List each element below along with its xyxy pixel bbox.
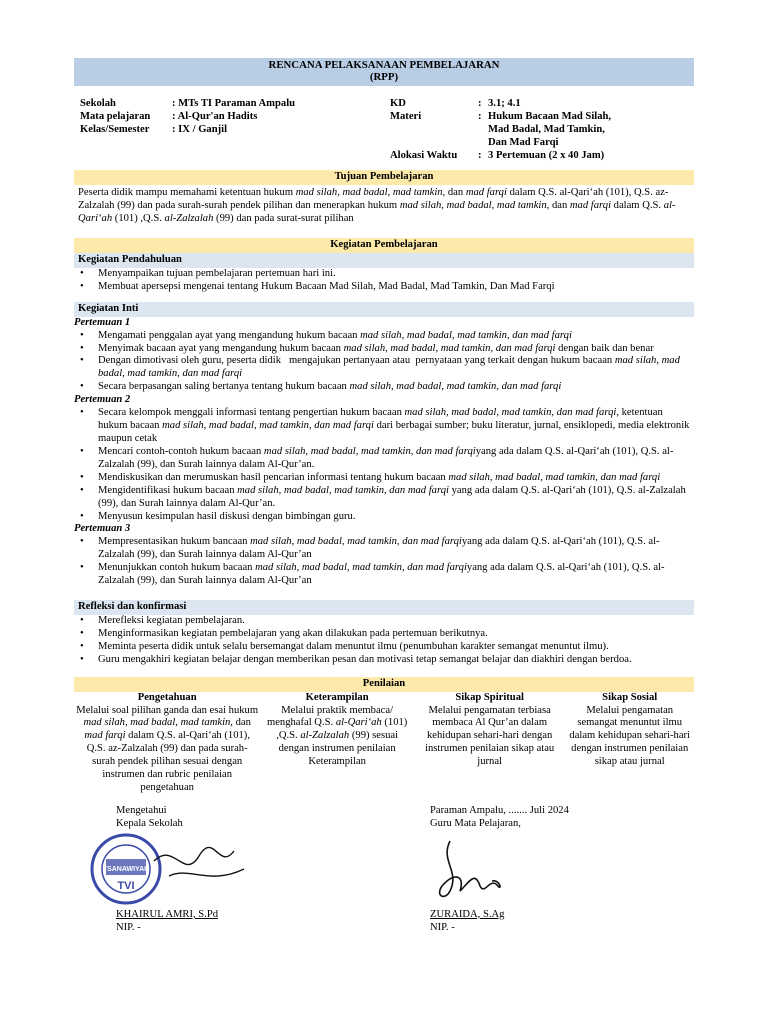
keterampilan-text: Melalui praktik membaca/ menghafal Q.S. al-Qari‘ah (101) ,Q.S. al-Zalzalah (99) sesuai dengan instrumen penilaian Keterampilan: [266, 704, 408, 768]
list-item: • Menyimak bacaan ayat yang mengandung hukum bacaan mad silah, mad badal, mad tamkin, dan mad farqi dengan baik dan benar: [98, 343, 694, 356]
identity-left: [74, 98, 384, 163]
refleksi-heading: Refleksi dan konfirmasi: [74, 600, 694, 615]
sekolah-label: Sekolah: [80, 97, 116, 109]
list-item: • Secara kelompok menggali informasi tentang pengertian hukum bacaan mad silah, mad badal, mad tamkin, dan mad farqi, ketentuan hukum bacaan mad silah, mad badal, mad tamkin, dan mad farqi dari berbagai sumber; buku literatur, jurnal, ensiklopedi, media elektronik maupun cetak: [98, 407, 694, 446]
pendahuluan-heading: Kegiatan Pendahuluan: [74, 253, 694, 268]
kegiatan-heading: Kegiatan Pembelajaran: [74, 238, 694, 253]
penilaian-spiritual: [414, 692, 566, 795]
list-item: • Menyampaikan tujuan pembelajaran pertemuan hari ini.: [98, 268, 694, 281]
kelas-label: Kelas/Semester: [80, 123, 150, 135]
mapel-label: Mata pelajaran: [80, 110, 151, 122]
list-item: • Mencari contoh-contoh hukum bacaan mad silah, mad badal, mad tamkin, dan mad farqiyang ada dalam Q.S. al-Qari‘ah (101), Q.S. al-Zalzalah (99), dan Surah lainnya dalam Al-Qur’an.: [98, 446, 694, 472]
sosial-text: Melalui pengamatan semangat menuntut ilmu dalam kehidupan sehari-hari dengan instrumen penilaian sikap atau jurnal: [569, 704, 690, 768]
list-item: • Menyusun kesimpulan hasil diskusi dengan bimbingan guru.: [98, 511, 694, 524]
pertemuan-3-list: [74, 536, 694, 588]
pendahuluan-list: [74, 268, 694, 294]
identity-block: [74, 98, 694, 163]
kepala-sekolah-nip: NIP. -: [116, 921, 141, 933]
inti-heading: Kegiatan Inti: [74, 302, 694, 317]
pertemuan-3-label: Pertemuan 3: [74, 523, 131, 535]
list-item: • Menginformasikan kegiatan pembelajaran yang akan dilakukan pada pertemuan berikutnya.: [98, 628, 694, 641]
spiritual-heading: Sikap Spiritual: [455, 691, 524, 703]
penilaian-keterampilan: [260, 692, 414, 795]
list-item: • Menunjukkan contoh hukum bacaan mad silah, mad badal, mad tamkin, dan mad farqiyang ada dalam Q.S. al-Qari‘ah (101), Q.S. al-Zalzalah (99), dan Surah lainnya dalam Al-Qur’an: [98, 562, 694, 588]
svg-text:TSANAWIYAH: TSANAWIYAH: [102, 865, 150, 873]
identity-right: KD : 3.1; 4.1 Materi : Hukum Bacaan Mad Silah, Mad Badal, Mad Tamkin, Dan Mad Farqi Alokasi Waktu : 3 Pertemuan (2 x 40 Jam): [384, 98, 694, 163]
place-date: Paraman Ampalu, ....... Juli 2024: [430, 804, 569, 816]
guru-label: Guru Mata Pelajaran,: [430, 817, 521, 829]
rpp-document: [74, 58, 694, 935]
list-item: • Mengamati penggalan ayat yang mengandung hukum bacaan mad silah, mad badal, mad tamkin, dan mad farqi: [98, 330, 694, 343]
list-item: • Dengan dimotivasi oleh guru, peserta didik mengajukan pertanyaan atau pernyataan yang terkait dengan hukum bacaan mad silah, mad badal, mad tamkin, dan mad farqi: [98, 355, 694, 381]
mengetahui-label: Mengetahui: [116, 804, 167, 816]
refleksi-list: [74, 615, 694, 667]
penilaian-heading: Penilaian: [74, 677, 694, 692]
materi-label: Materi: [390, 110, 422, 122]
pertemuan-1-list: [74, 330, 694, 395]
alokasi-label: Alokasi Waktu: [390, 149, 458, 161]
kepala-sekolah-label: Kepala Sekolah: [116, 817, 183, 829]
signature-left: [102, 804, 254, 935]
kelas-value: : IX / Ganjil: [172, 123, 228, 135]
list-item: • Mendiskusikan dan merumuskan hasil pencarian informasi tentang hukum bacaan mad silah, mad badal, mad tamkin, dan mad farqi: [98, 472, 694, 485]
signature-block: [74, 805, 694, 935]
list-item: • Mengidentifikasi hukum bacaan mad silah, mad badal, mad tamkin, dan mad farqi yang ada dalam Q.S. al-Qari‘ah (101), Q.S. al-Zalzalah (99), dan Surah lainnya dalam Al-Qur’an.: [98, 485, 694, 511]
kd-label: KD: [390, 97, 406, 109]
kd-value: 3.1; 4.1: [488, 97, 521, 109]
pengetahuan-heading: Pengetahuan: [137, 691, 197, 703]
signature-right: [430, 805, 569, 935]
tujuan-text: Peserta didik mampu memahami ketentuan hukum mad silah, mad badal, mad tamkin, dan mad farqi dalam Q.S. al-Qari‘ah (101), Q.S. az-Zalzalah (99) dan pada surah-surah pendek pilihan dan menerapkan hukum mad silah, mad badal, mad tamkin, dan mad farqi dalam Q.S. al-Qari‘ah (101) ,Q.S. al-Zalzalah (99) dan pada surat-surat pilihan: [78, 187, 676, 225]
pertemuan-2-list: [74, 407, 694, 523]
teacher-signature-icon: [430, 831, 550, 909]
guru-nip: NIP. -: [430, 921, 455, 933]
mapel-value: : Al-Qur'an Hadits: [172, 110, 258, 122]
school-stamp-icon: [84, 831, 254, 909]
pertemuan-2-label: Pertemuan 2: [74, 394, 131, 406]
svg-text:TVI: TVI: [117, 879, 135, 892]
document-title: [74, 58, 694, 86]
penilaian-sosial: [565, 692, 694, 795]
spiritual-text: Melalui pengamatan terbiasa membaca Al Qur’an dalam kehidupan sehari-hari dengan instrumen penilaian sikap atau jurnal: [425, 704, 555, 768]
list-item: • Membuat apersepsi mengenai tentang Hukum Bacaan Mad Silah, Mad Badal, Mad Tamkin, Dan Mad Farqi: [98, 281, 694, 294]
list-item: • Guru mengakhiri kegiatan belajar dengan memberikan pesan dan motivasi tetap semangat belajar dan diakhiri dengan berdoa.: [98, 654, 694, 667]
kepala-sekolah-name: KHAIRUL AMRI, S.Pd: [116, 908, 219, 920]
guru-name: ZURAIDA, S.Ag: [430, 908, 505, 920]
pertemuan-1-label: Pertemuan 1: [74, 316, 131, 328]
sekolah-value: : MTs TI Paraman Ampalu: [172, 97, 296, 109]
sosial-heading: Sikap Sosial: [602, 691, 658, 703]
alokasi-value: 3 Pertemuan (2 x 40 Jam): [488, 149, 605, 161]
pengetahuan-text: Melalui soal pilihan ganda dan esai hukum mad silah, mad badal, mad tamkin, dan mad farqi dalam Q.S. al-Qari‘ah (101), Q.S. az-Zalzalah (99) dan pada surah-surah pendek pilihan sesuai dengan instrumen dan rubric penilaian pengetahuan: [76, 704, 259, 794]
list-item: • Meminta peserta didik untuk selalu bersemangat dalam menuntut ilmu (penumbuhan karakter semangat menuntut ilmu).: [98, 641, 694, 654]
penilaian-pengetahuan: [74, 692, 260, 795]
list-item: • Mempresentasikan hukum bancaan mad silah, mad badal, mad tamkin, dan mad farqiyang ada dalam Q.S. al-Qari‘ah (101), Q.S. al-Zalzalah (99), dan Surah lainnya dalam Al-Qur’an: [98, 536, 694, 562]
title-line-2: (RPP): [369, 71, 399, 84]
penilaian-grid: [74, 692, 694, 795]
list-item: • Secara berpasangan saling bertanya tentang hukum bacaan mad silah, mad badal, mad tamkin, dan mad farqi: [98, 381, 694, 394]
keterampilan-heading: Keterampilan: [305, 691, 369, 703]
tujuan-heading: Tujuan Pembelajaran: [74, 170, 694, 185]
list-item: • Merefleksi kegiatan pembelajaran.: [98, 615, 694, 628]
materi-value: Hukum Bacaan Mad Silah, Mad Badal, Mad Tamkin, Dan Mad Farqi: [488, 110, 612, 148]
title-line-1: RENCANA PELAKSANAAN PEMBELAJARAN: [268, 59, 500, 71]
